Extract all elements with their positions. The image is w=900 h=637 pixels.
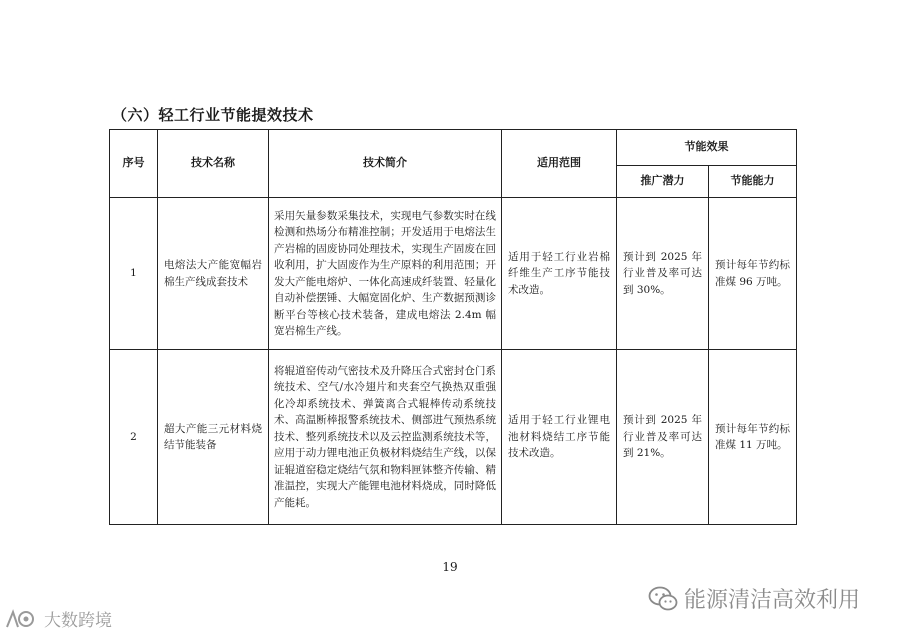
logo-text: 大数跨境 <box>44 611 112 631</box>
header-name: 技术名称 <box>158 130 269 198</box>
row-intro: 将辊道窑传动气密技术及升降压合式密封仓门系统技术、空气/水冷翅片和夹套空气换热双重强化冷却系统技术、弹簧离合式辊棒传动系统技术、高温断棒报警系统技术、侧部进气预热系统技术、整列系统技术以及云控监测系统技术等，应用于动力锂电池正负极材料烧结生产线，以保证辊道窑稳定烧结气氛和物料匣钵整齐传输、精准温控，实现大产能锂电池材料烧成，同时降低产能耗。 <box>269 350 502 525</box>
row-scope: 适用于轻工行业岩棉纤维生产工序节能技术改造。 <box>502 198 617 350</box>
row-capacity: 预计每年节约标准煤 11 万吨。 <box>709 350 797 525</box>
header-index: 序号 <box>110 130 158 198</box>
header-potential: 推广潜力 <box>617 166 709 198</box>
wechat-watermark <box>648 583 860 614</box>
row-name: 超大产能三元材料烧结节能装备 <box>158 350 269 525</box>
page-number: 19 <box>442 560 458 574</box>
row-potential: 预计到 2025 年行业普及率可达到 30%。 <box>617 198 709 350</box>
row-intro: 采用矢量参数采集技术，实现电气参数实时在线检测和热场分布精准控制；开发适用于电熔法生产岩棉的固废协同处理技术，实现生产固废在回收利用，扩大固废作为生产原料的利用范围；开发大产能电熔炉、一体化高速成纤装置、轻量化自动补偿摆锤、大幅宽固化炉、生产数据预测诊断平台等核心技术装备，建成电熔法 2.4m 幅宽岩棉生产线。 <box>269 198 502 350</box>
row-index: 1 <box>110 198 158 350</box>
header-intro: 技术简介 <box>269 130 502 198</box>
header-row-1 <box>110 130 797 166</box>
wechat-icon <box>648 586 678 612</box>
row-scope: 适用于轻工行业锂电池材料烧结工序节能技术改造。 <box>502 350 617 525</box>
row-name: 电熔法大产能宽幅岩棉生产线成套技术 <box>158 198 269 350</box>
header-scope: 适用范围 <box>502 130 617 198</box>
row-capacity: 预计每年节约标准煤 96 万吨。 <box>709 198 797 350</box>
wechat-account-name: 能源清洁高效利用 <box>684 588 861 613</box>
row-potential: 预计到 2025 年行业普及率可达到 21%。 <box>617 350 709 525</box>
section-title: （六）轻工行业节能提效技术 <box>112 106 314 124</box>
tech-table <box>109 129 797 525</box>
header-effect-group: 节能效果 <box>617 130 797 166</box>
logo-watermark <box>4 606 112 631</box>
table-row <box>110 350 797 525</box>
daoxue-logo-icon <box>4 608 40 630</box>
header-capacity: 节能能力 <box>709 166 797 198</box>
table-row <box>110 198 797 350</box>
row-index: 2 <box>110 350 158 525</box>
